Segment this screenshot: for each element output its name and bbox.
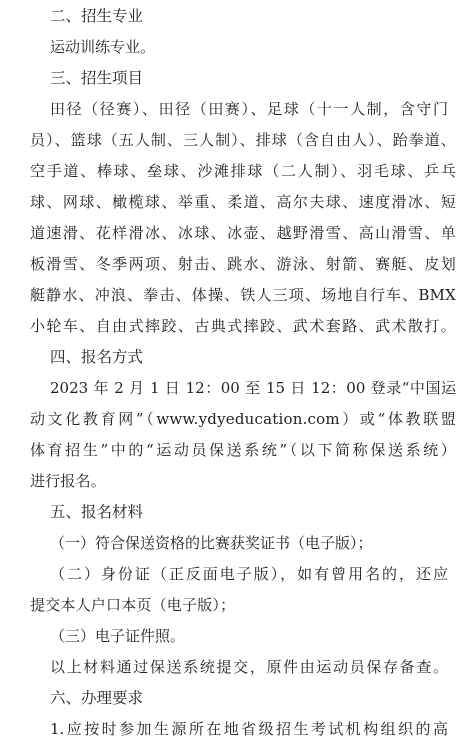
text-line: 板滑雪、冬季两项、射击、跳水、游泳、射箭、赛艇、皮划 — [30, 255, 456, 273]
text-line: 小轮车、自由式摔跤、古典式摔跤、武术套路、武术散打。 — [30, 317, 456, 335]
text-line: 2023 年 2 月 1 日 12：00 至 15 日 12：00 登录“中国运 — [50, 379, 456, 397]
section-heading-3: 三、招生项目 — [50, 69, 144, 87]
text-line: 球、网球、橄榄球、举重、柔道、高尔夫球、速度滑冰、短 — [30, 193, 456, 211]
text-line: 运动训练专业。 — [50, 38, 156, 56]
text-line: 进行报名。 — [30, 472, 107, 490]
section-heading-2: 二、招生专业 — [50, 7, 144, 25]
section-heading-4: 四、报名方式 — [50, 348, 144, 366]
text-line: （一）符合保送资格的比赛获奖证书（电子版）； — [50, 534, 373, 552]
text-line: （三）电子证件照。 — [50, 627, 186, 645]
text-line: 道速滑、花样滑冰、冰球、冰壶、越野滑雪、高山滑雪、单 — [30, 224, 456, 242]
text-line: 员）、篮球（五人制、三人制）、排球（含自由人）、跆拳道、 — [30, 131, 456, 149]
text-line: 以上材料通过保送系统提交，原件由运动员保存备查。 — [50, 658, 448, 676]
text-line: 田径（径赛）、田径（田赛）、足球（十一人制，含守门 — [50, 100, 448, 118]
text-line: 空手道、棒球、垒球、沙滩排球（二人制）、羽毛球、乒乓 — [30, 162, 456, 180]
text-line: （二）身份证（正反面电子版），如有曾用名的，还应 — [50, 565, 448, 583]
section-heading-6: 六、办理要求 — [50, 689, 144, 707]
section-heading-5: 五、报名材料 — [50, 503, 144, 521]
text-line: 提交本人户口本页（电子版）； — [30, 596, 236, 614]
text-line: 动文化教育网”（www.ydyeducation.com）或“体教联盟 — [30, 410, 456, 428]
text-line: 体育招生”中的“运动员保送系统”（以下简称保送系统） — [30, 441, 456, 459]
text-line: 1.应按时参加生源所在地省级招生考试机构组织的高 — [50, 720, 448, 738]
text-line: 艇静水、冲浪、拳击、体操、铁人三项、场地自行车、BMX — [30, 286, 456, 304]
